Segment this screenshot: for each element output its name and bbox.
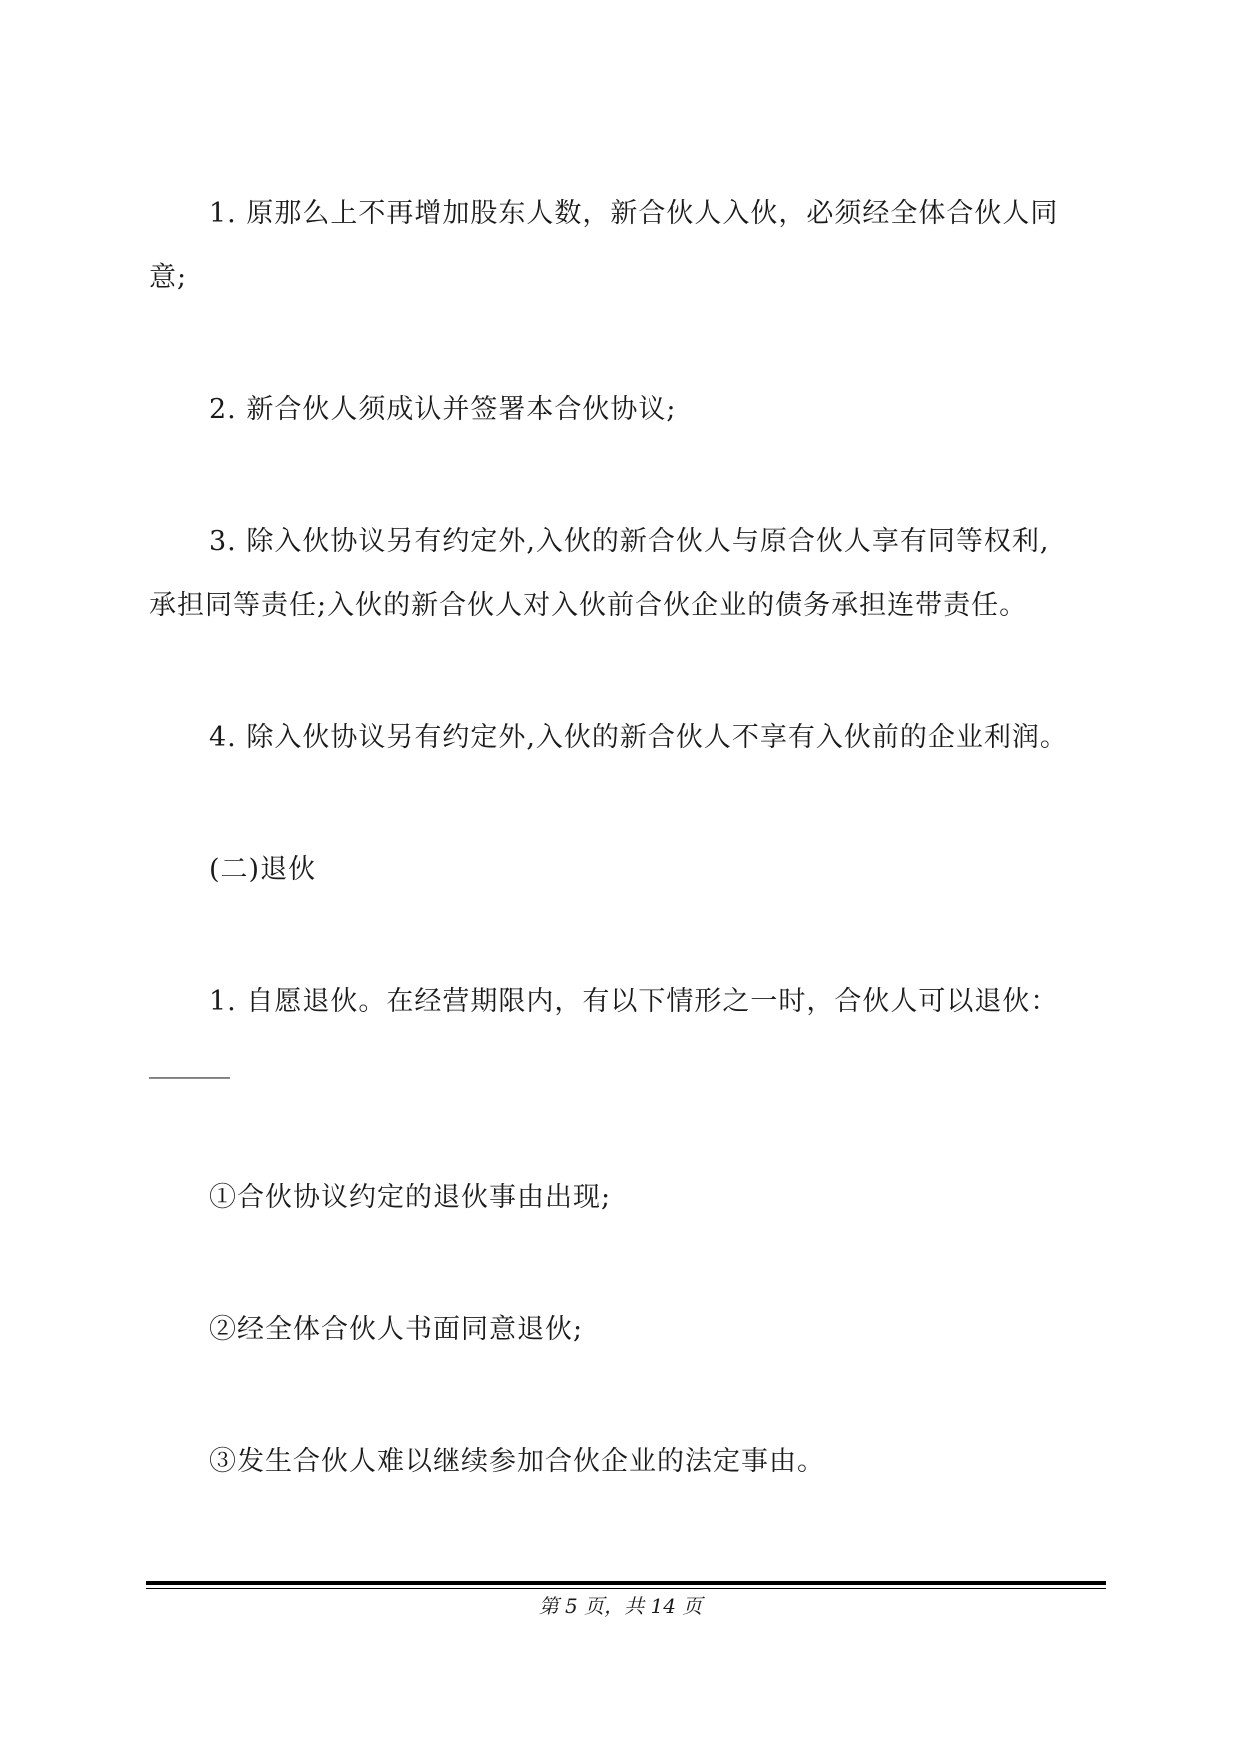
clause-1-line-1: 1. 原那么上不再增加股东人数，新合伙人入伙，必须经全体合伙人同 (209, 198, 1059, 229)
withdrawal-item-2: ②经全体合伙人书面同意退伙; (209, 1314, 584, 1345)
clause-1-line-2: 意; (149, 262, 188, 293)
clause-2-line: 2. 新合伙人须成认并签署本合伙协议; (209, 394, 677, 425)
withdrawal-item-3: ③发生合伙人难以继续参加合伙企业的法定事由。 (209, 1446, 825, 1477)
blank-fill-line: ______ (149, 1048, 230, 1079)
section-heading-withdrawal: (二)退伙 (209, 854, 317, 885)
footer-rule-thin (146, 1588, 1106, 1589)
withdrawal-item-1: ①合伙协议约定的退伙事由出现; (209, 1182, 612, 1213)
withdrawal-clause-1-line-1: 1. 自愿退伙。在经营期限内，有以下情形之一时，合伙人可以退伙： (209, 986, 1059, 1017)
clause-3-line-2: 承担同等责任;入伙的新合伙人对入伙前合伙企业的债务承担连带责任。 (149, 590, 1028, 621)
page-number-footer: 第 5 页，共 14 页 (538, 1594, 703, 1618)
footer-rule-thick (146, 1581, 1106, 1585)
clause-4-line: 4. 除入伙协议另有约定外,入伙的新合伙人不享有入伙前的企业利润。 (209, 722, 1068, 753)
clause-3-line-1: 3. 除入伙协议另有约定外,入伙的新合伙人与原合伙人享有同等权利, (209, 526, 1050, 557)
